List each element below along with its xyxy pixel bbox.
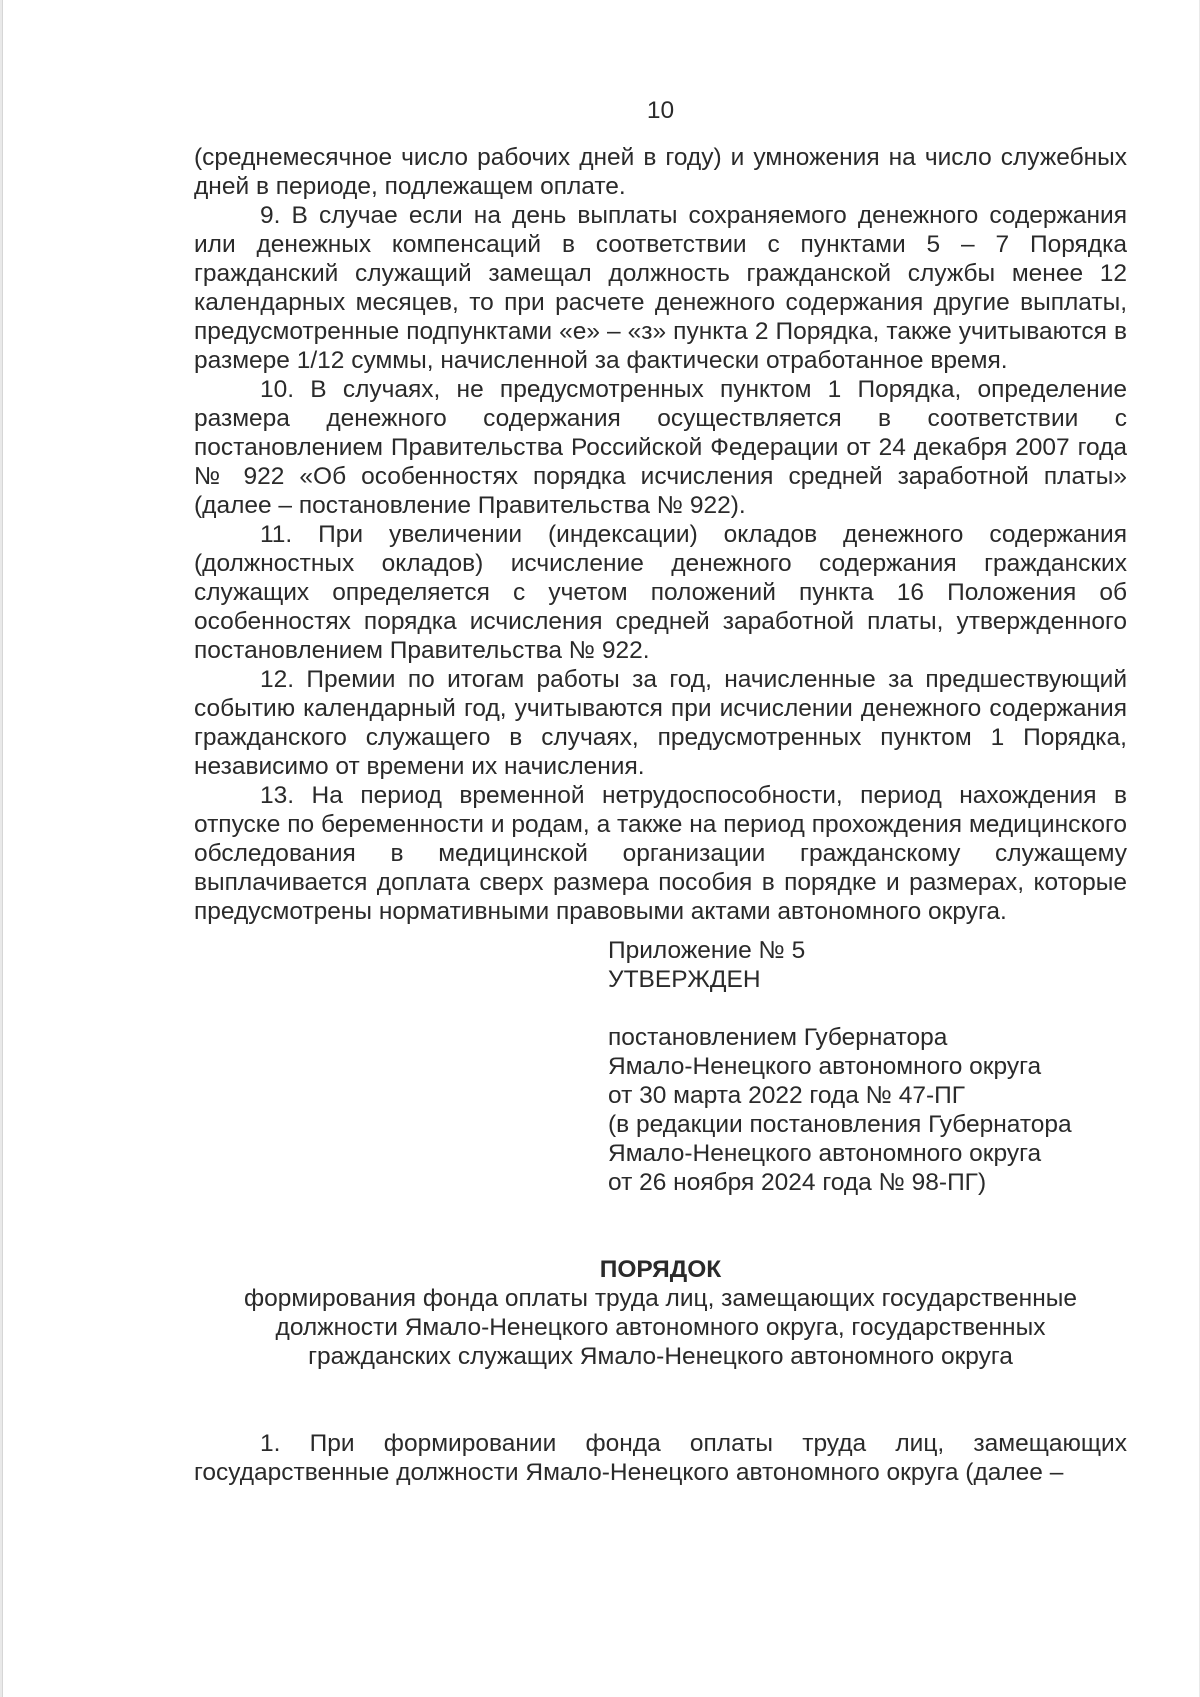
subtitle-line: формирования фонда оплаты труда лиц, замещающих государственные <box>244 1285 1077 1312</box>
item-12 <box>194 665 1127 781</box>
approval-line: Ямало-Ненецкого автономного округа <box>608 1140 1042 1167</box>
document-body <box>194 96 1127 1487</box>
appendix-label: Приложение № 5 <box>608 937 806 964</box>
approval-line: от 26 ноября 2024 года № 98-ПГ) <box>608 1169 987 1196</box>
approval-line: постановлением Губернатора <box>608 1024 948 1051</box>
item-number: 13. <box>260 782 295 809</box>
item-text: При увеличении (индексации) окладов денежного содержания (должностных окладов) исчисление денежного содержания гражданских служащих определяется с учетом положений пункта 16 Положения об особенностях порядка исчисления средней заработной платы, утвержденного постановлением Правительства № 922. <box>194 521 1127 664</box>
item-number: 12. <box>260 666 295 693</box>
page-number: 10 <box>646 97 675 124</box>
item-text: На период временной нетрудоспособности, период нахождения в отпуске по беременности и родам, а также на период прохождения медицинского обследования в медицинской организации гражданскому служащему выплачивается доплата сверх размера пособия в порядке и размерах, которые предусмотрены нормативными правовыми актами автономного округа. <box>194 782 1128 925</box>
item-11 <box>194 520 1127 665</box>
subtitle-line: должности Ямало-Ненецкого автономного округа, государственных <box>275 1314 1046 1341</box>
item-text: При формировании фонда оплаты труда лиц, замещающих государственные должности Ямало-Ненецкого автономного округа (далее – <box>194 1430 1127 1486</box>
approval-line: (в редакции постановления Губернатора <box>608 1111 1072 1138</box>
section-title: ПОРЯДОК <box>599 1256 722 1283</box>
item-text: В случаях, не предусмотренных пунктом 1 Порядка, определение размера денежного содержания осуществляется в соответствии с постановлением Правительства Российской Федерации от 24 декабря 2007 года № 922 «Об особенностях порядка исчисления средней заработной платы» (далее – постановление Правительства № 922). <box>194 376 1127 519</box>
item-text: Премии по итогам работы за год, начисленные за предшествующий событию календарный год, учитываются при исчислении денежного содержания гражданского служащего в случаях, предусмотренных пунктом 1 Порядка, независимо от времени их начисления. <box>194 666 1128 780</box>
document-page <box>2 0 1199 1697</box>
approval-block <box>608 936 1127 1197</box>
item-text: В случае если на день выплаты сохраняемого денежного содержания или денежных компенсаций в соответствии с пунктами 5 – 7 Порядка гражданский служащий замещал должность гражданской службы менее 12 календарных месяцев, то при расчете денежного содержания другие выплаты, предусмотренные подпунктами «е» – «з» пункта 2 Порядка, также учитываются в размере 1/12 суммы, начисленной за фактически отработанное время. <box>194 202 1128 374</box>
approved-label: УТВЕРЖДЕН <box>608 966 761 993</box>
item-9 <box>194 201 1127 375</box>
approval-line: Ямало-Ненецкого автономного округа <box>608 1053 1042 1080</box>
section-item-1 <box>194 1429 1127 1487</box>
approval-line: от 30 марта 2022 года № 47-ПГ <box>608 1082 966 1109</box>
item-number: 10. <box>260 376 295 403</box>
subtitle-line: гражданских служащих Ямало-Ненецкого автономного округа <box>308 1343 1013 1370</box>
section-heading <box>194 1255 1127 1371</box>
item-13 <box>194 781 1127 926</box>
item-number: 11. <box>260 521 293 548</box>
item-number: 1. <box>260 1430 281 1457</box>
continuation-paragraph: (среднемесячное число рабочих дней в году) и умножения на число служебных дней в периоде, подлежащем оплате. <box>194 144 1127 200</box>
item-number: 9. <box>260 202 281 229</box>
section-subtitle <box>194 1284 1127 1371</box>
item-10 <box>194 375 1127 520</box>
